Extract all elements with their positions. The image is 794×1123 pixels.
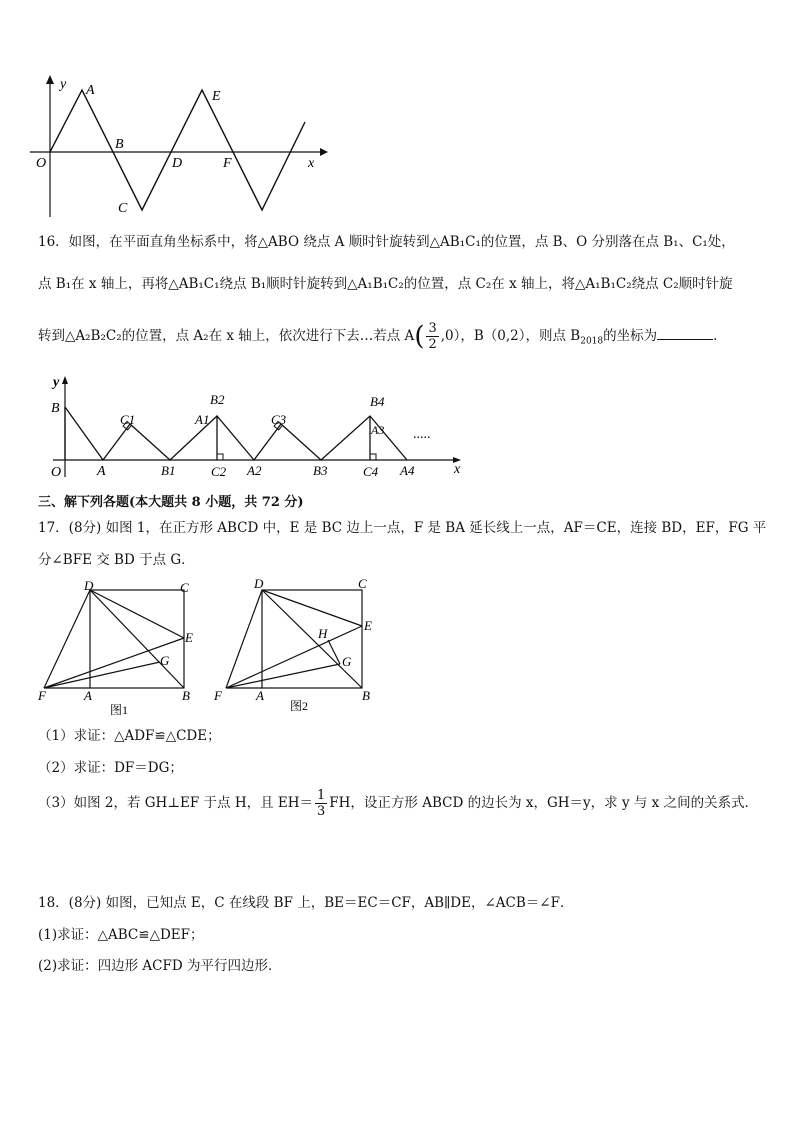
q17-part1: （1）求证：△ADF≌△CDE； [38,728,221,744]
fig1-label-G: G [160,653,170,668]
line-DE-2 [262,590,362,626]
fig16-label-y: y [53,375,60,390]
q16-line2: 点 B₁在 x 轴上，再将△AB₁C₁绕点 B₁顺时针旋转到△A₁B₁C₂的位置，点 C₂在 x 轴上，将△A₁B₁C₂绕点 C₂顺时针旋 [38,276,733,292]
fig16-dots: ..... [413,427,431,442]
fig16-label-A: A [97,464,106,479]
line-FG-1 [44,662,160,688]
q16-line3: 转到△A₂B₂C₂的位置，点 A₂在 x 轴上，依次进行下去…若点 A( $\frac{3}{2}$ ,0），B（0,2），则点 $B_{2018}$的坐标为 ． [38,321,727,352]
q17-figure-2 [208,572,388,717]
fig16-label-C2: C2 [211,464,227,479]
q16-line3-sub: 2018 [580,336,604,347]
q16-line3-pre: 转到△A₂B₂C₂的位置，点 A₂在 x 轴上，依次进行下去…若点 A [38,328,415,344]
label-D: D [172,156,183,171]
fig16-label-C3: C3 [271,412,287,427]
q18-line1: 18．(8分) 如图，已知点 E，C 在线段 BF 上，BE＝EC＝CF，AB∥DE，∠ACB＝∠F． [38,895,574,911]
fig2-label-D: D [254,576,264,591]
q17-part3-pre: （3）如图 2，若 GH⊥EF 于点 H，且 EH＝ [38,795,314,811]
fig16-label-B3: B3 [313,463,328,478]
fig16-label-C1: C1 [120,412,136,427]
fig16-label-B4: B4 [370,394,385,409]
q17-fraction: $\frac{1}{3}$ [317,788,326,819]
label-E: E [212,89,221,104]
fig16-label-x: x [454,462,461,477]
line-DF-2 [226,590,262,688]
fig2-label-E: E [364,618,372,633]
label-F: F [223,156,232,171]
fig2-label-A: A [256,688,264,703]
q17-part2: （2）求证：DF＝DG； [38,760,183,776]
fig1-label-D: D [84,578,94,593]
q17-part3 [38,786,758,820]
answer-blank[interactable] [657,327,713,340]
line-DE-1 [90,590,184,638]
x-axis-arrow [320,148,328,156]
line-DF-1 [44,590,90,688]
fig16-label-B1: B1 [161,463,176,478]
q16-line3-post: 的坐标为 [603,328,658,344]
label-y: y [60,77,67,92]
right-angle-C2 [217,454,223,460]
fig1-label-C: C [180,580,189,595]
fig1-label-E: E [185,630,193,645]
fig16-label-C4: C4 [363,464,379,479]
right-angle-C4 [370,454,376,460]
section-heading: 三、解下列各题(本大题共 8 小题，共 72 分) [38,495,304,510]
fig16-label-A3: A3 [371,423,385,437]
label-C: C [118,201,128,216]
line-DB-2 [262,590,362,688]
q16-line3-end: ． [713,328,727,344]
fig2-label-C: C [358,576,367,591]
q16-fraction: $\frac{3}{2}$ [428,321,437,352]
label-B: B [115,137,124,152]
label-x: x [308,156,315,171]
fig16-label-B: B [51,401,60,416]
fig2-label-H: H [318,626,328,641]
q17-line2: 分∠BFE 交 BD 于点 G． [38,552,195,568]
label-O: O [36,156,47,171]
q18-part2: (2)求证：四边形 ACFD 为平行四边形． [38,958,282,974]
fig1-label-F: F [38,688,46,703]
fig1-label-B: B [182,688,190,703]
zigzag-triangles [65,407,407,460]
q17-part3-post: FH，设正方形 ABCD 的边长为 x，GH＝y，求 y 与 x 之间的关系式． [329,795,759,811]
q17-line1: 17．(8分) 如图 1，在正方形 ABCD 中，E 是 BC 边上一点，F 是 BA 延长线上一点，AF＝CE，连接 BD，EF，FG 平 [38,520,767,536]
y-axis-arrow [46,75,54,84]
fig1-caption: 图1 [110,703,129,717]
line-FG-2 [226,664,340,688]
q17-figure-1 [34,578,214,718]
fig2-label-B: B [362,688,370,703]
fig16-label-B2: B2 [210,392,225,407]
fig2-label-F: F [214,688,222,703]
fig16-label-A1: A1 [195,412,210,427]
fig16-label-O: O [51,465,62,480]
zigzag-graph-figure [30,72,330,222]
fig16-label-A2: A2 [247,463,262,478]
fig1-label-A: A [84,688,92,703]
q16-line3-mid: ,0），B（0,2），则点 B [440,328,581,344]
zigzag-line [50,90,305,210]
fig16-y-arrow [62,376,68,384]
label-A: A [86,83,95,98]
fig2-label-G: G [342,654,352,669]
fig16-label-A4: A4 [400,463,415,478]
rotation-figure [45,372,470,482]
q16-line1: 16．如图，在平面直角坐标系中，将△ABO 绕点 A 顺时针旋转到△AB₁C₁的位置，点 B、O 分别落在点 B₁、C₁处， [38,234,735,250]
line-DB-1 [90,590,184,688]
q18-part1: (1)求证：△ABC≌△DEF； [38,927,204,943]
fig2-caption: 图2 [290,699,309,713]
